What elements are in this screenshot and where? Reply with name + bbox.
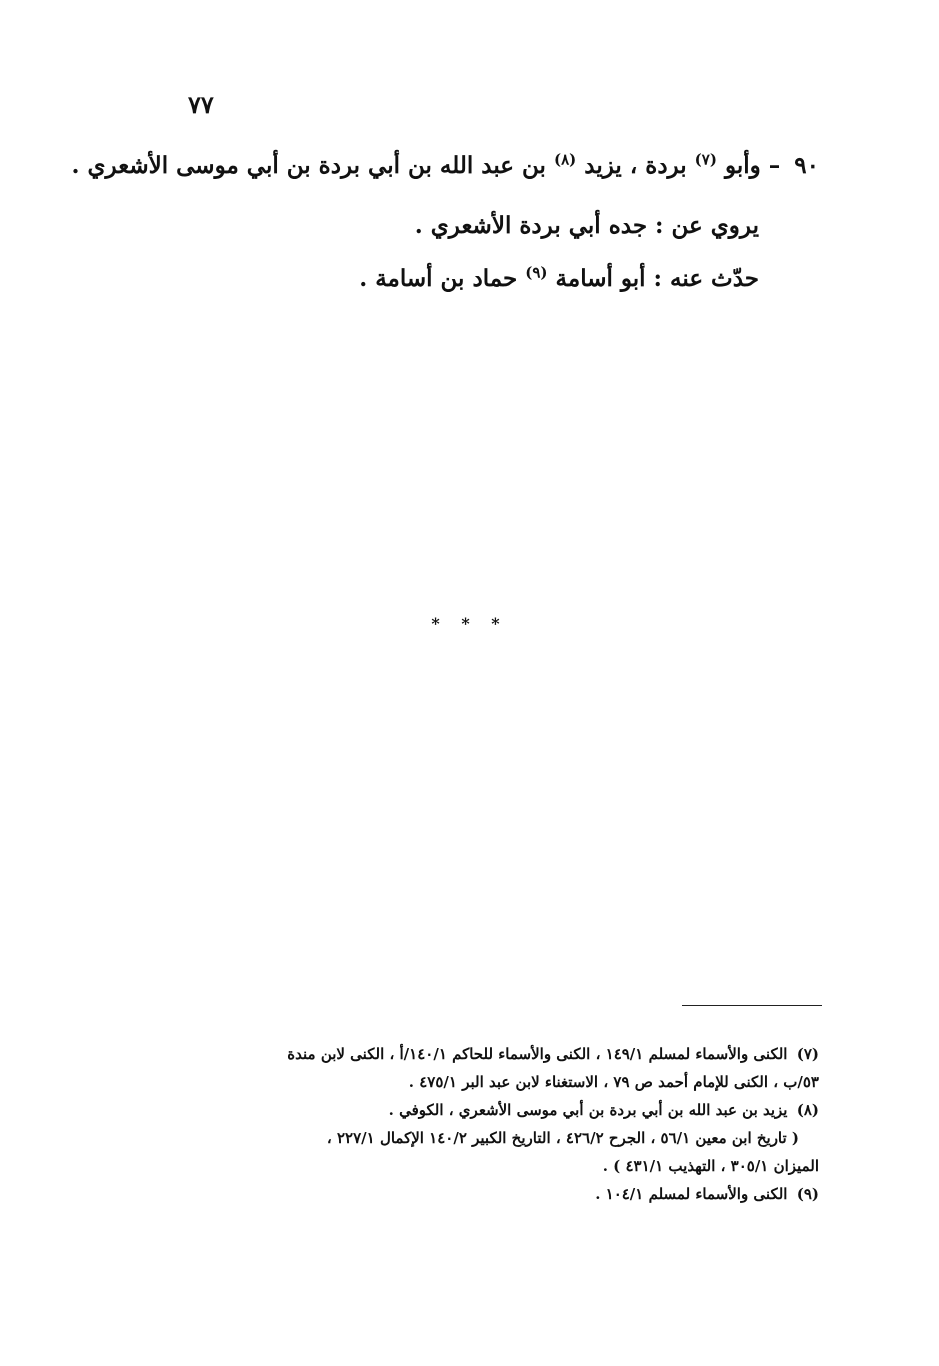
entry-heading-text-2: بردة ، يزيد — [584, 152, 687, 179]
footnote-8-line-2: ( تاريخ ابن معين ٥٦/١ ، الجرح ٤٢٦/٢ ، التاريخ الكبير ١٤٠/٢ الإكمال ٢٢٧/١ ، — [326, 1129, 799, 1147]
footnote-9 — [150, 1180, 819, 1208]
page-number: ٧٧ — [188, 90, 214, 119]
footnote-ref-8: (٨) — [553, 150, 577, 169]
entry-number: ٩٠ — [794, 152, 819, 179]
section-separator: * * * — [431, 614, 508, 633]
footnote-7-continuation: ٥٣/ب ، الكنى للإمام أحمد ص ٧٩ ، الاستغناء لابن عبد البر ٤٧٥/١ . — [408, 1073, 819, 1091]
footnote-7 — [150, 1040, 819, 1068]
entry-heading-text-1: – وأبو — [724, 152, 781, 179]
footnotes — [150, 1040, 819, 1208]
narrated-by-text-1: حدّث عنه : أبو أسامة — [555, 265, 759, 292]
entry-heading-text-3: بن عبد الله بن أبي بردة بن أبي موسى الأشعري . — [71, 152, 546, 179]
footnote-8-line-3: الميزان ٣٠٥/١ ، التهذيب ٤٣١/١ ) . — [602, 1157, 819, 1175]
narrated-by-line — [359, 265, 759, 292]
footnote-9-number: (٩) — [796, 1185, 819, 1203]
footnote-divider — [682, 1005, 822, 1006]
narrated-by-text-2: حماد بن أسامة . — [359, 265, 518, 292]
footnote-ref-7: (٧) — [694, 150, 717, 169]
entry-heading — [72, 152, 819, 179]
narrates-from-line: يروي عن : جده أبي بردة الأشعري . — [414, 212, 759, 239]
footnote-7-number: (٧) — [796, 1045, 819, 1063]
footnote-8-line-1: يزيد بن عبد الله بن أبي بردة بن أبي موسى الأشعري ، الكوفي . — [388, 1101, 788, 1119]
footnote-ref-9: (٩) — [525, 263, 548, 282]
footnote-8 — [150, 1096, 819, 1124]
footnote-9-line-1: الكنى والأسماء لمسلم ١٠٤/١ . — [595, 1185, 788, 1203]
footnote-8-number: (٨) — [796, 1101, 819, 1119]
footnote-7-line-1: الكنى والأسماء لمسلم ١٤٩/١ ، الكنى والأسماء للحاكم ١٤٠/١/أ ، الكنى لابن مندة — [287, 1045, 788, 1063]
